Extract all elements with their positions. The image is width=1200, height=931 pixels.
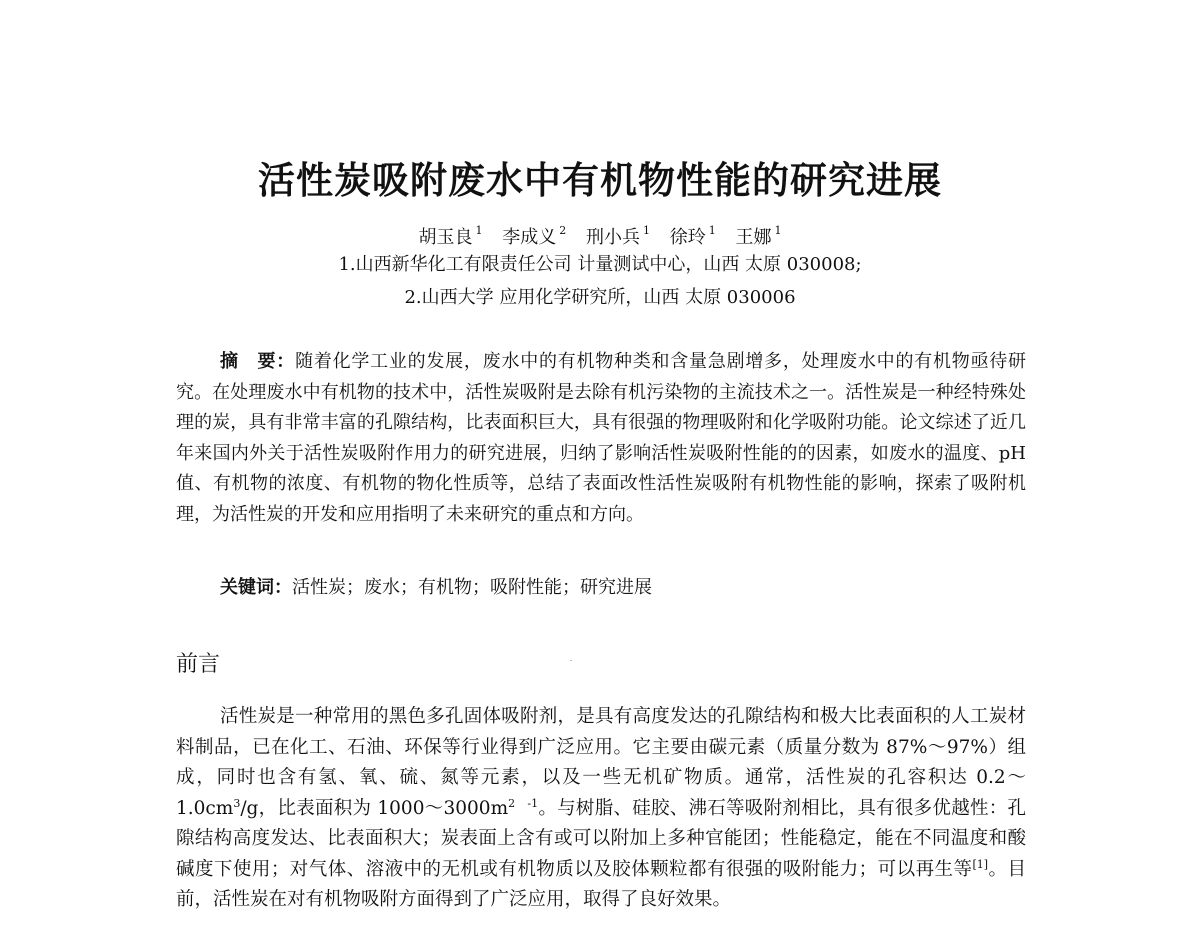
author-affiliation-mark: 1 <box>475 224 483 237</box>
citation-reference: [1] <box>972 857 989 871</box>
author <box>670 218 716 251</box>
author-name: 王娜 <box>735 227 772 248</box>
abstract-label: 摘 要： <box>220 351 296 372</box>
author-name: 徐玲 <box>669 227 706 248</box>
author <box>586 218 650 251</box>
keywords-label: 关键词： <box>220 577 292 598</box>
author-list <box>0 218 1200 251</box>
superscript-square: 2 <box>508 796 516 810</box>
author-affiliation-mark: 1 <box>708 224 716 237</box>
superscript-inverse: -1 <box>527 796 539 810</box>
author-name: 李成义 <box>502 227 557 248</box>
author-name: 刑小兵 <box>586 227 640 248</box>
scan-artifact <box>570 660 572 661</box>
author-affiliation-mark: 1 <box>643 224 650 237</box>
author <box>502 218 566 251</box>
intro-text-part2: /g，比表面积为 1000～3000m <box>240 797 509 819</box>
abstract-text: 随着化学工业的发展，废水中的有机物种类和含量急剧增多，处理废水中的有机物亟待研究。在处理废水中有机物的技术中，活性炭吸附是去除有机污染物的主流技术之一。活性炭是一种经特殊处理的炭，具有非常丰富的孔隙结构，比表面积巨大，具有很强的物理吸附和化学吸附功能。论文综述了近几年来国内外关于活性炭吸附作用力的研究进展，归纳了影响活性炭吸附性能的的因素，如废水的温度、pH 值、有机物的浓度、有机物的物化性质等，总结了表面改性活性炭吸附有机物性能的影响，探索了吸附机理，为活性炭的开发和应用指明了未来研究的重点和方向。 <box>176 351 1027 525</box>
author <box>735 218 781 251</box>
intro-text-part1: 活性炭是一种常用的黑色多孔固体吸附剂，是具有高度发达的孔隙结构和极大比表面积的人工炭材料制品，已在化工、石油、环保等行业得到广泛应用。它主要由碳元素（质量分数为 87%～97%）组成，同时也含有氢、氧、硫、氮等元素，以及一些无机矿物质。通常，活性炭的孔容积达 0.2～1.0cm <box>176 706 1026 819</box>
abstract <box>176 347 1026 530</box>
paper-title: 活性炭吸附废水中有机物性能的研究进展 <box>258 158 942 202</box>
author-affiliation-mark: 1 <box>774 224 782 237</box>
intro-paragraph <box>176 702 1026 916</box>
section-heading: 前言 <box>176 652 221 677</box>
author-affiliation-mark: 2 <box>559 224 567 237</box>
intro-text-part3: 。与树脂、硅胶、沸石等吸附剂相比，具有很多优越性：孔隙结构高度发达、比表面积大；炭表面上含有或可以附加上多种官能团；性能稳定，能在不同温度和酸碱度下使用；对气体、溶液中的无机或有机物质以及胶体颗粒都有很强的吸附能力；可以再生等 <box>176 797 1026 880</box>
intro-text-part4: 。目前，活性炭在对有机物吸附方面得到了广泛应用，取得了良好效果。 <box>176 858 1026 910</box>
author-name: 胡玉良 <box>418 227 473 248</box>
affiliation-1: 1.山西新华化工有限责任公司 计量测试中心，山西 太原 030008; <box>338 254 862 275</box>
keywords-text: 活性炭；废水；有机物；吸附性能；研究进展 <box>292 577 652 598</box>
keywords <box>220 573 1020 603</box>
affiliation-2: 2.山西大学 应用化学研究所，山西 太原 030006 <box>404 287 796 308</box>
superscript-cubic: 3 <box>233 796 241 810</box>
author <box>419 218 483 251</box>
